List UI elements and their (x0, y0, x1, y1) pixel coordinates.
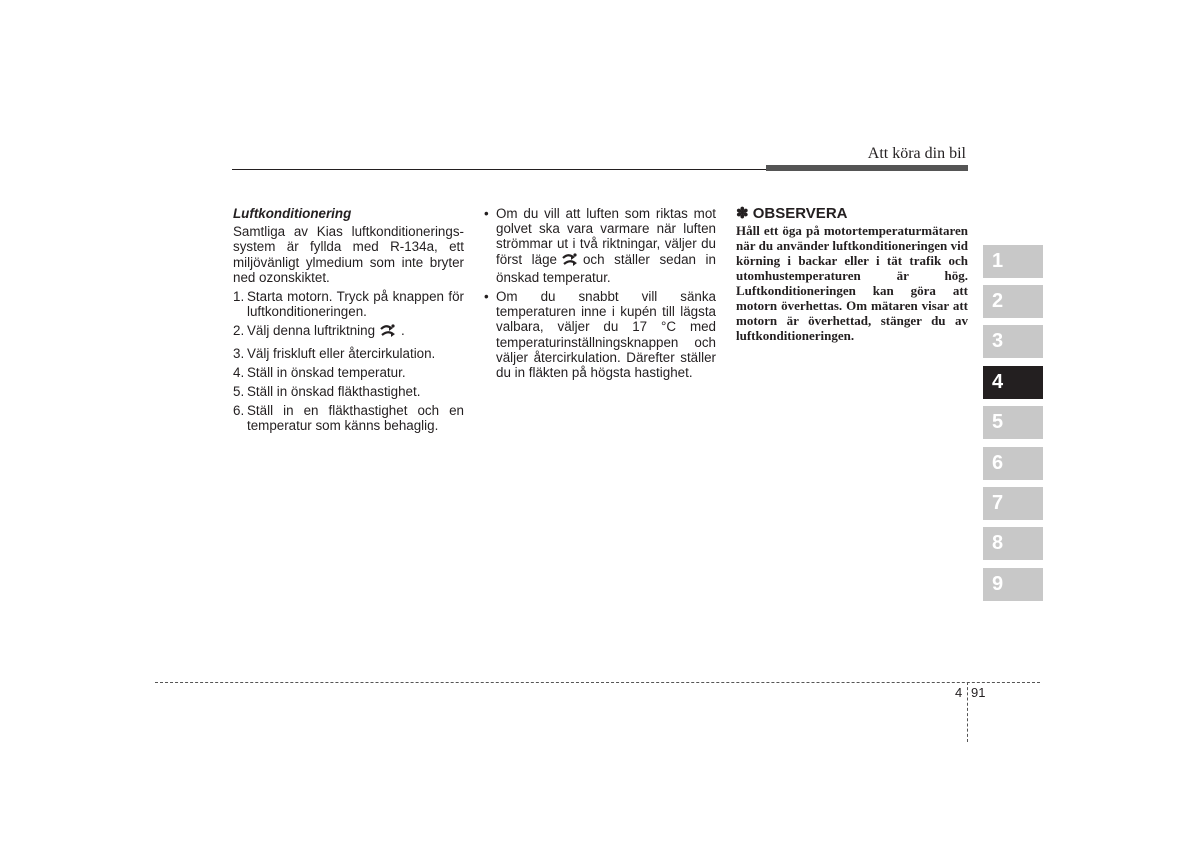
section-subheading: Luftkonditionering (233, 206, 352, 221)
column-right (736, 206, 968, 343)
chapter-tab-4[interactable]: 4 (983, 366, 1043, 399)
chapter-tab-3[interactable]: 3 (983, 325, 1043, 358)
notice-heading: ✽ OBSERVERA (736, 205, 848, 222)
list-item (233, 289, 464, 319)
chapter-tab-7[interactable]: 7 (983, 487, 1043, 520)
list-item (233, 384, 464, 399)
list-text: Starta motorn. Tryck på knappen för luftkonditioneringen. (247, 289, 464, 320)
list-item (233, 403, 464, 433)
list-number: 4. (233, 364, 245, 380)
chapter-tab-9[interactable]: 9 (983, 568, 1043, 601)
list-number: 1. (233, 289, 245, 305)
floor-vent-icon (561, 253, 579, 270)
footer-rule (155, 682, 1040, 683)
chapter-tab-2[interactable]: 2 (983, 285, 1043, 318)
footer-divider (967, 682, 968, 742)
column-middle (484, 206, 716, 384)
list-text-suffix: . (401, 323, 405, 339)
list-number: 5. (233, 384, 245, 400)
intro-paragraph: Samtliga av Kias luftkonditionerings-system är fyllda med R-134a, ett miljövänligt ylmedium som inte bryter ned ozonskiktet. (233, 224, 464, 285)
bullet-marker: • (484, 289, 489, 305)
chapter-tab-8[interactable]: 8 (983, 527, 1043, 560)
list-number: 6. (233, 403, 245, 419)
list-text: Ställ in önskad fläkthastighet. (247, 384, 421, 400)
floor-vent-icon (379, 324, 397, 341)
chapter-tab-6[interactable]: 6 (983, 447, 1043, 480)
footer-chapter-number: 4 (955, 685, 963, 700)
list-text: Välj denna luftriktning (247, 323, 376, 339)
list-text: Ställ in en fläkthastighet och en temperatur som känns behaglig. (247, 403, 464, 434)
column-left (233, 206, 464, 438)
notice-text: Håll ett öga på motortemperaturmätaren när du använder luftkonditioneringen vid körning i backar eller i tät trafik och utomhustemperaturen är hög. Luftkonditioneringen kan göra att motorn överhettas. Om mätaren visar att motorn är överhettad, stänger du av luftkonditioneringen. (736, 223, 968, 344)
list-item (233, 323, 464, 341)
bullet-item (484, 206, 716, 285)
bullet-text: Om du snabbt vill sänka temperaturen inne i kupén till lägsta valbara, väljer du 17 °C med temperaturinställningsknappen och väljer återcirkulation. Därefter ställer du in fläkten på högsta hastighet. (496, 289, 716, 381)
bullet-marker: • (484, 206, 489, 221)
list-number: 3. (233, 345, 245, 361)
bullet-item (484, 289, 716, 380)
chapter-tab-5[interactable]: 5 (983, 406, 1043, 439)
list-text: Ställ in önskad temperatur. (247, 364, 406, 380)
bullet-text: Om du vill att luften som riktas mot golvet ska vara varmare när luften strömmar ut i två riktningar, väljer du först läge (496, 206, 716, 267)
chapter-tab-1[interactable]: 1 (983, 245, 1043, 278)
list-text: Välj friskluft eller återcirkulation. (247, 345, 436, 361)
bullet-text-suffix: och ställer sedan in önskad temperatur. (496, 251, 716, 285)
running-header: Att köra din bil (867, 145, 966, 162)
list-item (233, 346, 464, 361)
list-number: 2. (233, 323, 245, 339)
page-number: 91 (971, 685, 986, 700)
list-item (233, 365, 464, 380)
header-rule-bar (766, 165, 968, 171)
